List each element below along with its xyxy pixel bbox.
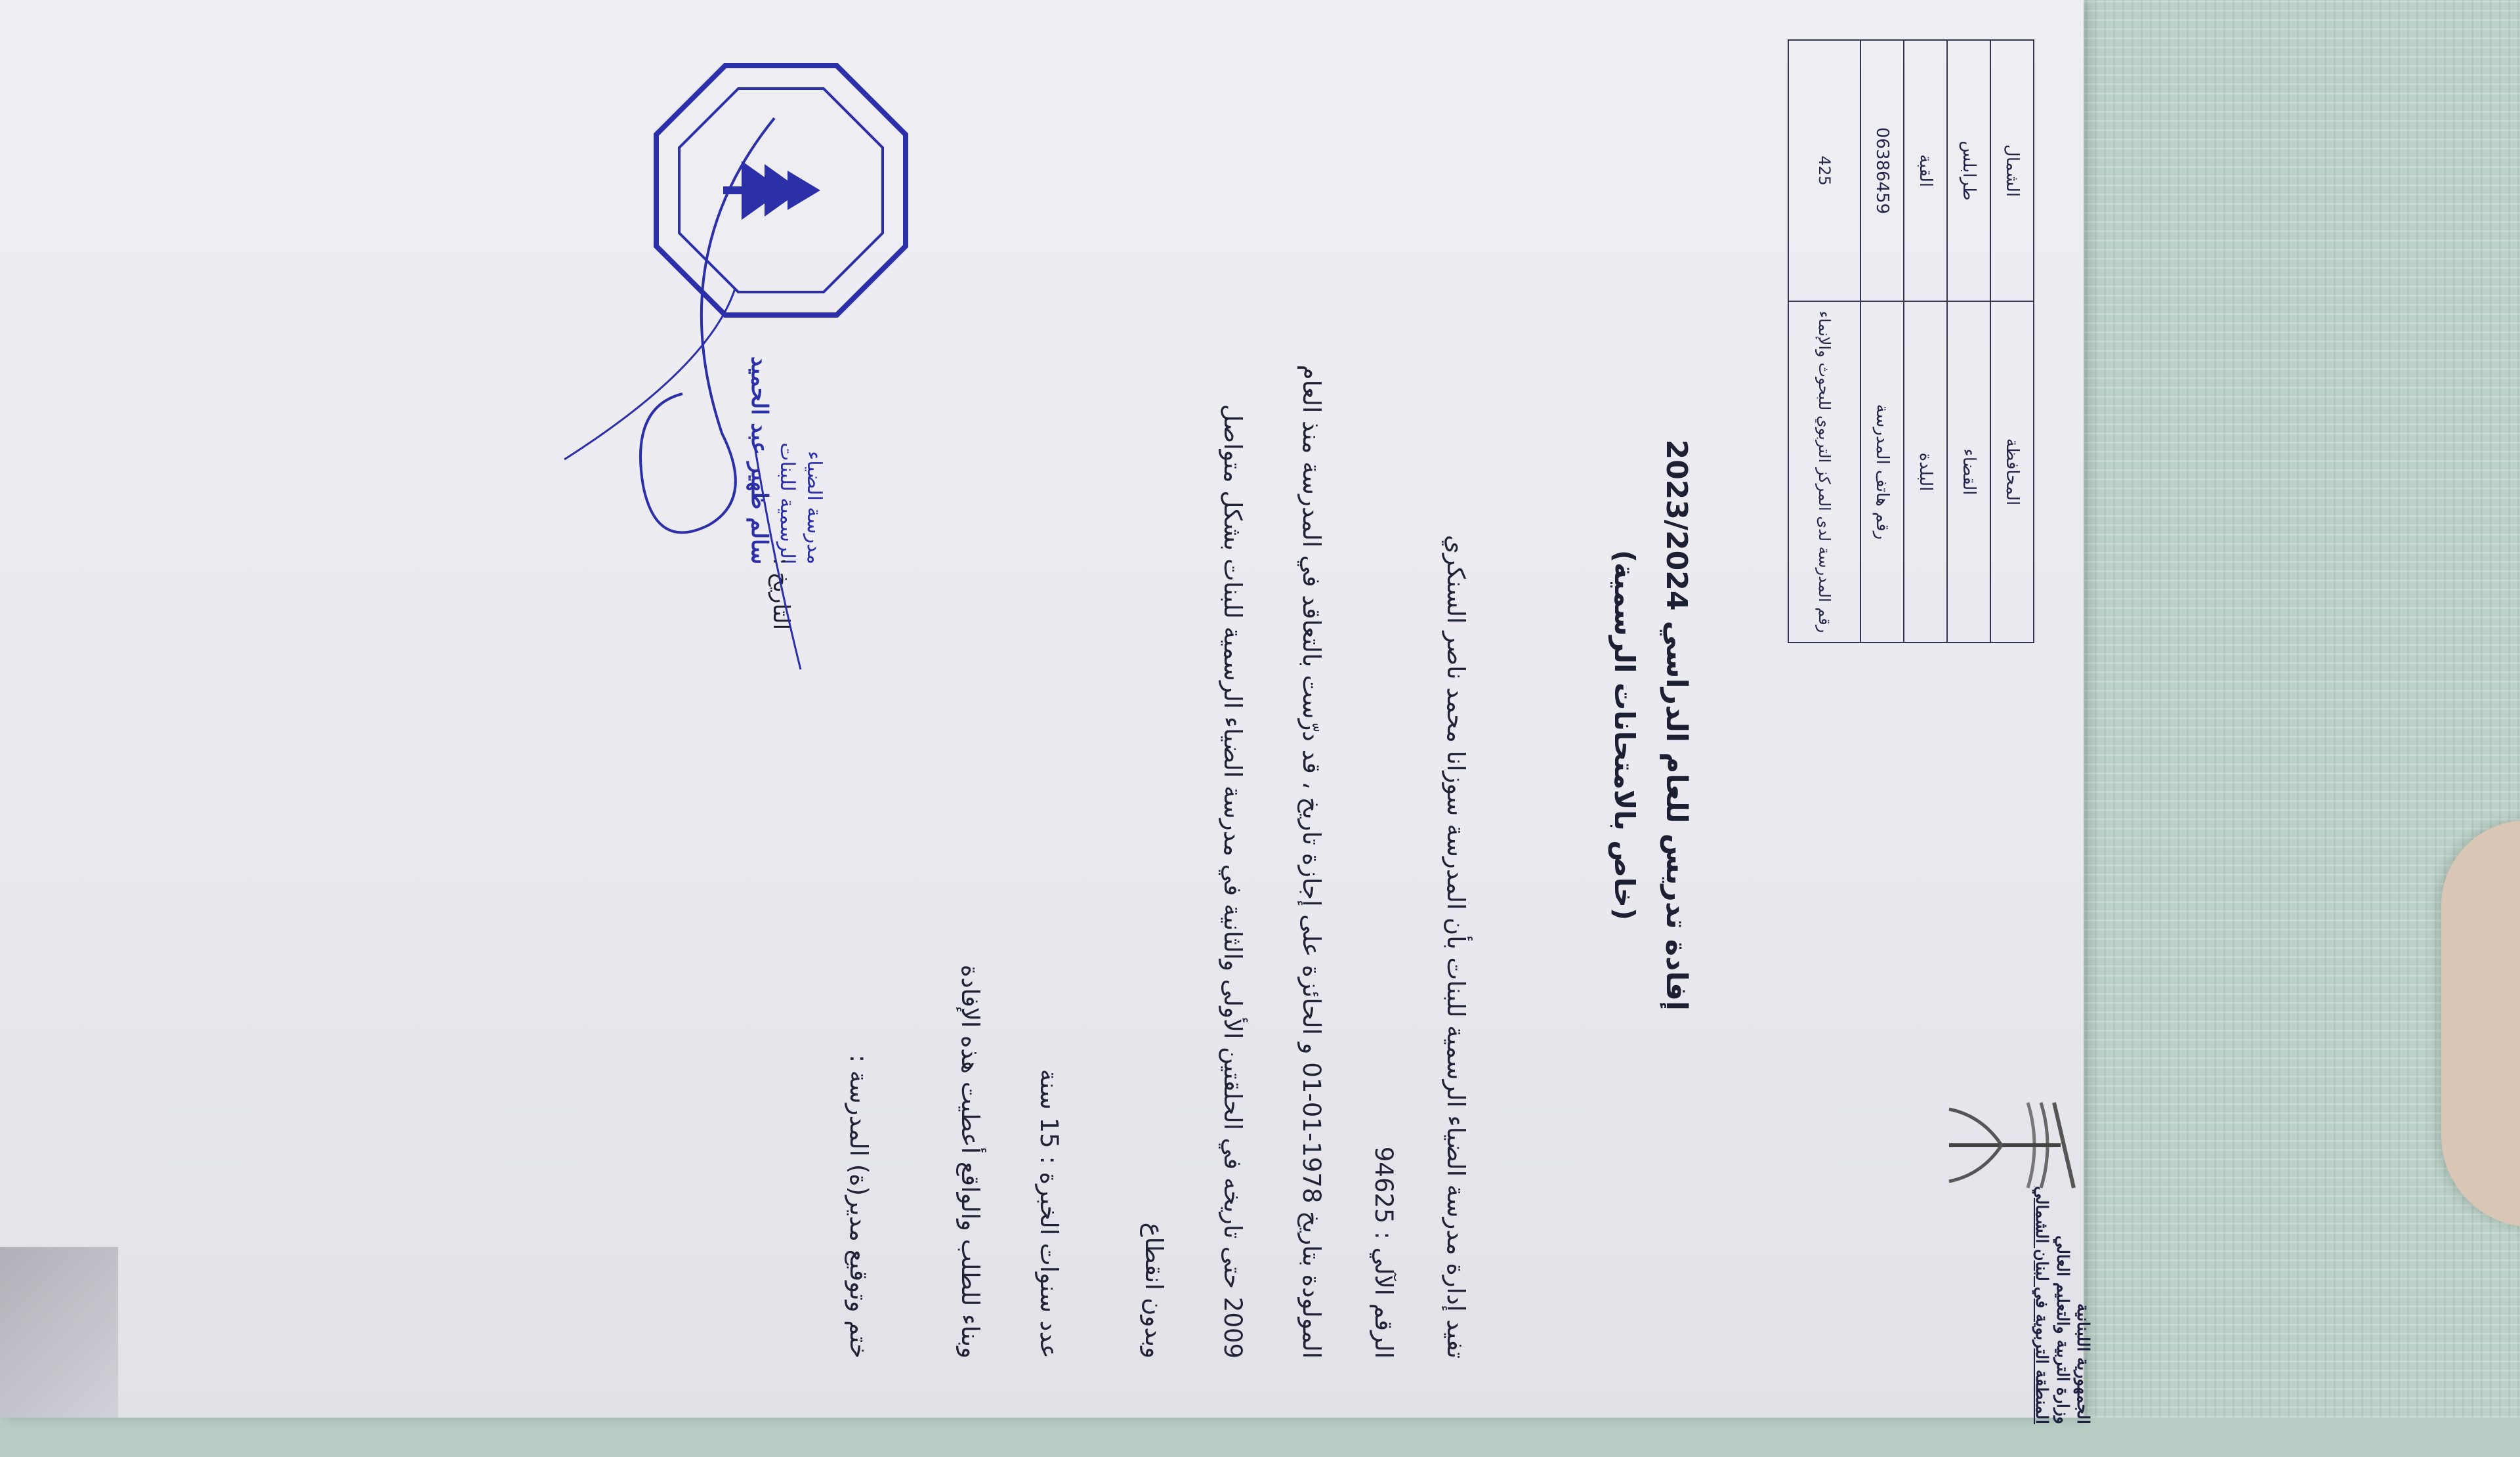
table-label: رقم هاتف المدرسة: [1860, 301, 1904, 643]
body-line: تفيد إدارة مدرسة الضياء الرسمية للبنات بأن المدرسة سوزانا محمد ناصر السنكري: [1442, 534, 1470, 1359]
date-label: التاريخ :: [768, 557, 794, 630]
body-line: وبناء للطلب والواقع أعطيت هذه الإفادة: [956, 964, 984, 1359]
table-label: القضاء: [1947, 301, 1990, 643]
table-row: [1947, 40, 1990, 643]
table-label: البلدة: [1904, 301, 1947, 643]
body-line: المولودة بتاريخ 1978-01-01 و الحائزة على إجازة تاريخ ، قد درّست بالتعاقد في المدرسة منذ العام: [1297, 364, 1326, 1359]
table-label: المحافظة: [1990, 301, 2034, 643]
school-info-table: [1788, 39, 2034, 643]
region-text: المنطقة التربوية في لبنان الشمالي: [2032, 1186, 2052, 1424]
signature-stroke: [538, 92, 814, 683]
table-value: القبة: [1904, 40, 1947, 301]
table-row: [1990, 40, 2034, 643]
table-value: طرابلس: [1947, 40, 1990, 301]
ministry-logo-icon: [1936, 1089, 2080, 1201]
body-line: الرقم الآلي : 94625: [1370, 1146, 1398, 1359]
table-row: [1904, 40, 1947, 643]
table-label: رقم المدرسة لدى المركز التربوي للبحوث والإنماء: [1788, 301, 1860, 643]
republic-text: الجمهورية اللبنانية: [2074, 1303, 2093, 1424]
fabric-edge: [2441, 820, 2520, 1227]
signature-label: ختم وتوقيع مدير(ة) المدرسة :: [845, 1054, 873, 1359]
table-row: [1860, 40, 1904, 643]
table-value: 425: [1788, 40, 1860, 301]
ministry-header: [2032, 1186, 2093, 1424]
stamp-line: مدرسة الضياء: [803, 451, 826, 564]
stamp-line: الرسمية للبنات: [776, 442, 799, 564]
document-subtitle: (خاص بالامتحانات الرسمية): [1608, 549, 1641, 921]
table-value: الشمال: [1990, 40, 2034, 301]
table-value: 06386459: [1860, 40, 1904, 301]
document-title: إفادة تدريس للعام الدراسي 2023/2024: [1660, 439, 1693, 1011]
ministry-text: وزارة التربية والتعليم العالي: [2053, 1235, 2072, 1424]
body-line: 2009 حتى تاريخه في الحلقتين الأولى والثانية في مدرسة الضياء الرسمية للبنات بشكل متواصل: [1219, 404, 1247, 1359]
certificate-page: [66, 13, 2100, 1457]
signature-name: سالم ظهير عبد الحميد: [746, 356, 772, 564]
body-line: وبدون انقطاع: [1140, 1222, 1168, 1359]
body-line: عدد سنوات الخبرة : 15 سنة: [1035, 1068, 1063, 1359]
table-row: [1788, 40, 1860, 643]
